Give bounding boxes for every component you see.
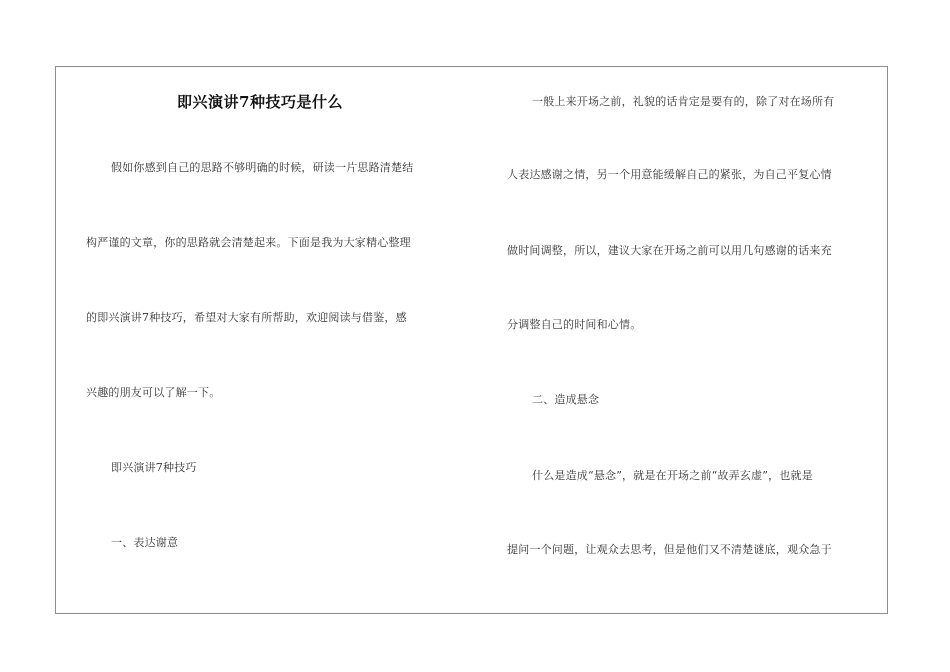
section-heading: 二、造成悬念 (532, 393, 600, 406)
paragraph-line: 分调整自己的时间和心情。 (507, 318, 642, 331)
paragraph-line: 提问一个问题，让观众去思考，但是他们又不清楚谜底，观众急于 (507, 543, 832, 556)
document-title: 即兴演讲7种技巧是什么 (177, 93, 343, 111)
paragraph-line: 兴趣的朋友可以了解一下。 (86, 386, 221, 399)
page-border (55, 66, 888, 614)
section-heading: 即兴演讲7种技巧 (111, 461, 197, 474)
paragraph-line: 构严谨的文章，你的思路就会清楚起来。下面是我为大家精心整理 (86, 236, 411, 249)
paragraph-line: 一般上来开场之前，礼貌的话肯定是要有的，除了对在场所有 (532, 95, 835, 108)
paragraph-line: 什么是造成“悬念”，就是在开场之前“故弄玄虚”，也就是 (532, 469, 813, 482)
paragraph-line: 假如你感到自己的思路不够明确的时候，研读一片思路清楚结 (111, 161, 414, 174)
paragraph-line: 做时间调整，所以，建议大家在开场之前可以用几句感谢的话来充 (507, 244, 832, 257)
paragraph-line: 人表达感谢之情，另一个用意能缓解自己的紧张，为自己平复心情 (507, 168, 832, 181)
paragraph-line: 的即兴演讲7种技巧，希望对大家有所帮助，欢迎阅读与借鉴，感 (86, 311, 407, 324)
section-heading: 一、表达谢意 (111, 536, 179, 549)
